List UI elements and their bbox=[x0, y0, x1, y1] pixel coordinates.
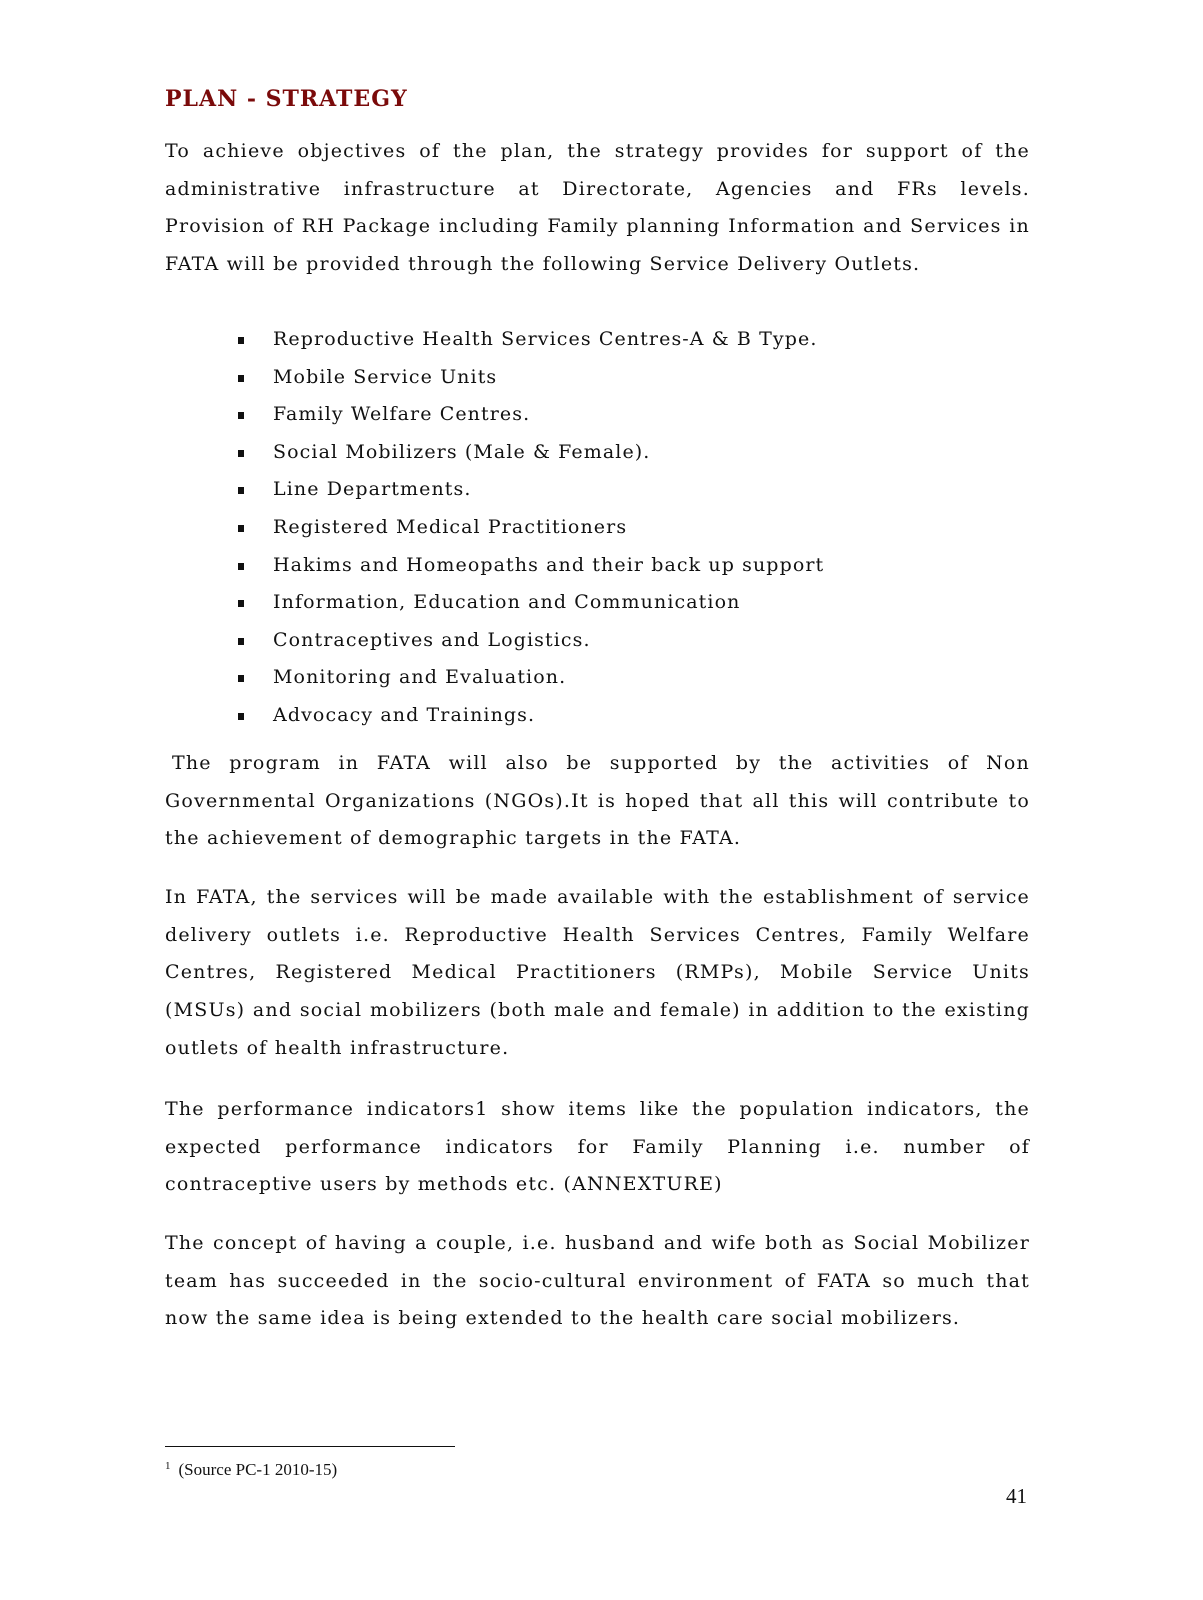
square-bullet-icon bbox=[238, 563, 244, 570]
section-heading: PLAN - STRATEGY bbox=[165, 86, 408, 112]
service-outlets-list bbox=[236, 321, 824, 735]
list-item: Family Welfare Centres. bbox=[236, 396, 824, 434]
list-item: Registered Medical Practitioners bbox=[236, 509, 824, 547]
square-bullet-icon bbox=[238, 487, 244, 494]
list-item: Advocacy and Trainings. bbox=[236, 697, 824, 735]
square-bullet-icon bbox=[238, 600, 244, 607]
square-bullet-icon bbox=[238, 450, 244, 457]
footnote-text: (Source PC-1 2010-15) bbox=[178, 1460, 338, 1479]
list-item: Information, Education and Communication bbox=[236, 584, 824, 622]
square-bullet-icon bbox=[238, 525, 244, 532]
page-number: 41 bbox=[1006, 1484, 1027, 1508]
ngo-paragraph: The program in FATA will also be supported by the activities of Non Governmental Organizations (NGOs).It is hoped that all this will contribute to the achievement of demographic targets in the FATA. bbox=[165, 752, 1030, 850]
square-bullet-icon bbox=[238, 337, 244, 344]
square-bullet-icon bbox=[238, 675, 244, 682]
list-item: Reproductive Health Services Centres-A & B Type. bbox=[236, 321, 824, 359]
list-item: Hakims and Homeopaths and their back up support bbox=[236, 547, 824, 585]
list-item: Mobile Service Units bbox=[236, 359, 824, 397]
footnote bbox=[165, 1460, 337, 1480]
services-paragraph: In FATA, the services will be made available with the establishment of service delivery outlets i.e. Reproductive Health Services Centres, Family Welfare Centres, Registered Medical Practitioners (RMPs), Mobile Service Units (MSUs) and social mobilizers (both male and female) in addition to the existing outlets of health infrastructure. bbox=[165, 886, 1030, 1059]
list-item: Contraceptives and Logistics. bbox=[236, 622, 824, 660]
footnote-separator bbox=[165, 1446, 455, 1447]
list-item: Social Mobilizers (Male & Female). bbox=[236, 434, 824, 472]
square-bullet-icon bbox=[238, 412, 244, 419]
list-item: Monitoring and Evaluation. bbox=[236, 659, 824, 697]
indicators-paragraph: The performance indicators1 show items like the population indicators, the expected performance indicators for Family Planning i.e. number of contraceptive users by methods etc. (ANNEXTURE) bbox=[165, 1098, 1030, 1196]
square-bullet-icon bbox=[238, 375, 244, 382]
square-bullet-icon bbox=[238, 638, 244, 645]
footnote-marker: 1 bbox=[165, 1460, 171, 1472]
square-bullet-icon bbox=[238, 713, 244, 720]
list-item: Line Departments. bbox=[236, 471, 824, 509]
intro-paragraph: To achieve objectives of the plan, the strategy provides for support of the administrative infrastructure at Directorate, Agencies and FRs levels. Provision of RH Package including Family planning Information and Services in FATA will be provided through the following Service Delivery Outlets. bbox=[165, 140, 1030, 276]
couple-paragraph: The concept of having a couple, i.e. husband and wife both as Social Mobilizer team has succeeded in the socio-cultural environment of FATA so much that now the same idea is being extended to the health care social mobilizers. bbox=[165, 1232, 1030, 1330]
